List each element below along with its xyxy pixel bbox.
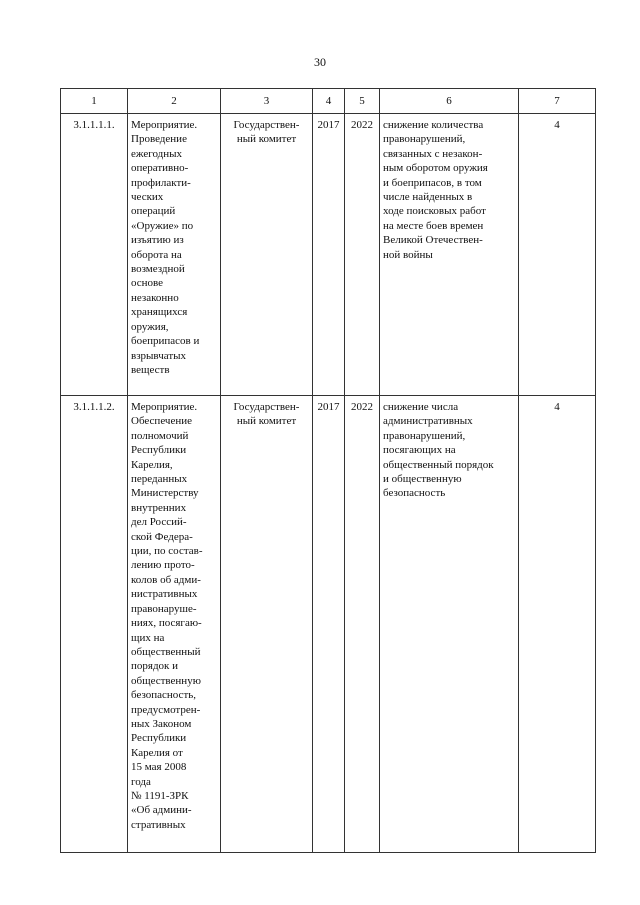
item-year-start: 2017 (313, 114, 345, 396)
item-value: 4 (519, 114, 596, 396)
item-executor (221, 396, 313, 853)
item-value: 4 (519, 396, 596, 853)
program-table (60, 88, 596, 853)
column-header: 5 (345, 89, 380, 114)
item-executor-text: Государствен- ный комитет (233, 401, 300, 428)
column-header: 7 (519, 89, 596, 114)
table-header-row (61, 89, 596, 114)
item-indicator-text: снижение количества правонарушений, связанных с незакон- ным оборотом оружия и боеприпасов, в том числе найденных в ходе поисковых работ на месте боев времен Великой Отечествен- ной войны (383, 119, 488, 261)
table-row (61, 114, 596, 396)
item-indicator (380, 396, 519, 853)
column-header: 6 (380, 89, 519, 114)
column-header: 1 (61, 89, 128, 114)
item-name-text: Мероприятие. Проведение ежегодных оперативно- профилакти- ческих операций «Оружие» по изъятию из оборота на возмездной основе незаконно хранящихся оружия, боеприпасов и взрывчатых веществ (131, 119, 200, 376)
item-name (128, 396, 221, 853)
item-name-text: Мероприятие. Обеспечение полномочий Республики Карелия, переданных Министерству внутренних дел Россий- ской Федера- ции, по состав- лению прото- колов об адми- нистративных правонаруше- ниях, посягаю- щих на общественный порядок и общественную безопасность, предусмотрен- ных Законом Республики Карелия от 15 мая 2008 года № 1191-ЗРК «Об админи- стративных (131, 401, 203, 831)
page-number: 30 (314, 55, 326, 69)
item-number: 3.1.1.1.1. (61, 114, 128, 396)
item-name (128, 114, 221, 396)
table-row (61, 396, 596, 853)
item-number: 3.1.1.1.2. (61, 396, 128, 853)
item-executor-text: Государствен- ный комитет (233, 119, 300, 146)
column-header: 3 (221, 89, 313, 114)
item-executor (221, 114, 313, 396)
item-year-end: 2022 (345, 396, 380, 853)
item-year-start: 2017 (313, 396, 345, 853)
item-indicator-text: снижение числа административных правонарушений, посягающих на общественный порядок и общественную безопасность (383, 401, 494, 500)
column-header: 2 (128, 89, 221, 114)
column-header: 4 (313, 89, 345, 114)
item-indicator (380, 114, 519, 396)
item-year-end: 2022 (345, 114, 380, 396)
